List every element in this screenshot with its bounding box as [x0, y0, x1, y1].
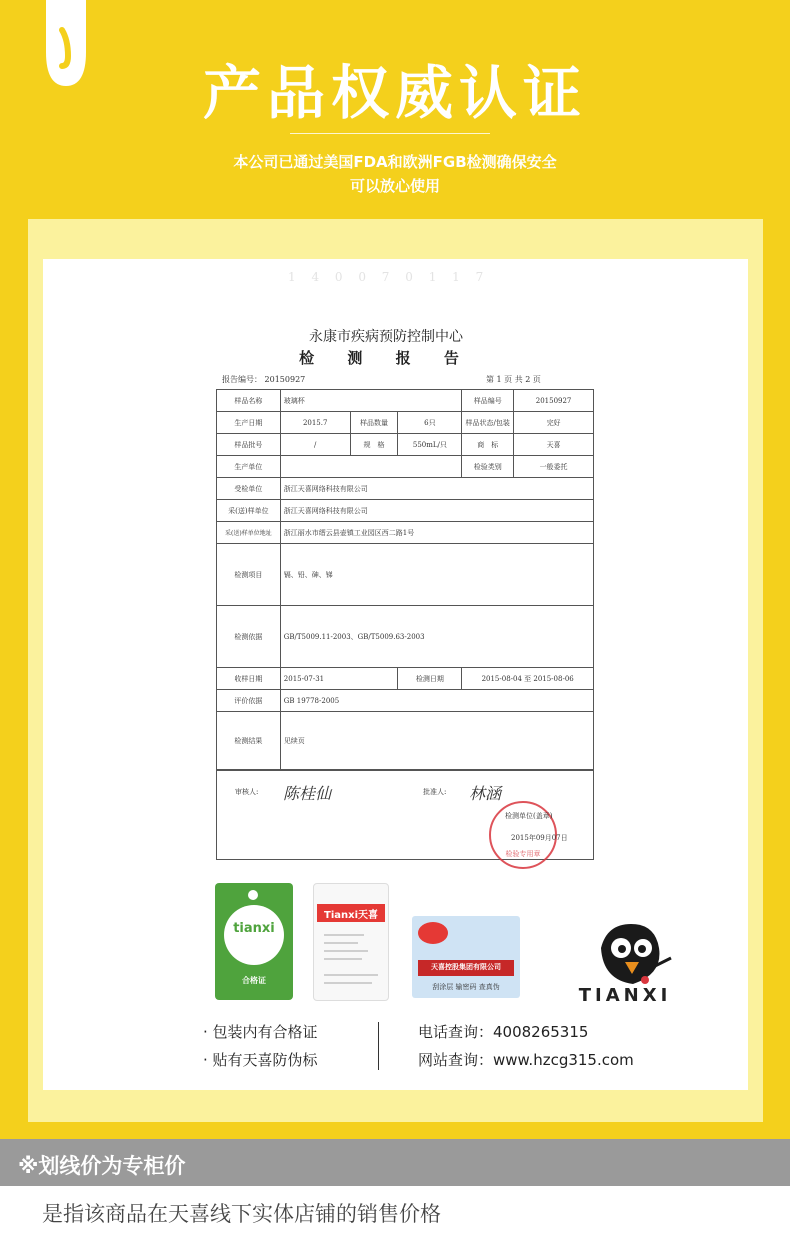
cell-label: 生产日期	[217, 412, 281, 434]
table-row	[217, 690, 594, 712]
cell-label: 样品名称	[217, 390, 281, 412]
info-divider	[378, 1022, 379, 1070]
card-text-line	[324, 950, 368, 952]
report-faint-header: 1 4 0 0 7 0 1 1 7	[288, 270, 490, 284]
report-table	[216, 389, 594, 770]
cell-label: 收样日期	[217, 668, 281, 690]
cell-label: 商 标	[462, 434, 514, 456]
cell-value: 6只	[398, 412, 462, 434]
card-text-line	[324, 982, 372, 984]
info-website: 网站查询：www.hzcg315.com	[418, 1051, 634, 1069]
price-notice-title: ※划线价为专柜价	[18, 1154, 186, 1178]
cell-label: 检测结果	[217, 712, 281, 770]
bird-mascot-icon	[587, 918, 673, 990]
stamp-text: 检验专用章	[505, 850, 541, 858]
cell-value: 天喜	[514, 434, 594, 456]
title-divider	[290, 133, 490, 134]
cell-label: 评价依据	[217, 690, 281, 712]
card-text-line	[324, 958, 362, 960]
cell-value: /	[280, 434, 350, 456]
cell-value: 浙江天喜网络科技有限公司	[280, 500, 593, 522]
cell-label: 生产单位	[217, 456, 281, 478]
table-row	[217, 434, 594, 456]
subtitle-line-2: 可以放心使用	[349, 177, 440, 195]
mascot-brand-word: TIANXI	[578, 985, 672, 1006]
cell-value: 完好	[514, 412, 594, 434]
report-organization: 永康市疾病预防控制中心	[309, 329, 463, 345]
cell-label: 规 格	[350, 434, 398, 456]
cell-value: 浙江天喜网络科技有限公司	[280, 478, 593, 500]
cell-value: 玻璃杯	[280, 390, 462, 412]
table-row	[217, 522, 594, 544]
cell-label: 检测依据	[217, 606, 281, 668]
approver-label: 批准人:	[423, 788, 447, 796]
cell-value: 20150927	[514, 390, 594, 412]
cell-value: 2015-07-31	[280, 668, 398, 690]
cell-label: 样品批号	[217, 434, 281, 456]
approver-signature: 林涵	[469, 784, 502, 803]
card-text-line	[324, 934, 364, 936]
report-page-info: 第 1 页 共 2 页	[486, 375, 541, 384]
cell-value: 550mL/只	[398, 434, 462, 456]
cell-value: 见续页	[280, 712, 593, 770]
table-row	[217, 712, 594, 770]
seal-logo	[418, 922, 448, 944]
info-phone: 电话查询：4008265315	[418, 1023, 589, 1041]
qualification-tag	[215, 883, 293, 1000]
info-certificate: · 包装内有合格证	[203, 1023, 318, 1041]
cell-label: 采(送)样单位地址	[217, 522, 281, 544]
seal-band-text: 天喜控股集团有限公司	[431, 963, 501, 971]
test-report-document	[200, 270, 610, 870]
table-row	[217, 478, 594, 500]
report-title: 检 测 报 告	[299, 349, 473, 367]
auditor-label: 审核人:	[235, 788, 259, 796]
info-anti-fake: · 贴有天喜防伪标	[203, 1051, 318, 1069]
report-number: 报告编号： 20150927	[222, 375, 306, 384]
cell-value: 镉、铅、砷、锑	[280, 544, 593, 606]
cell-label: 样品数量	[350, 412, 398, 434]
product-card	[313, 883, 389, 1001]
card-brand: Tianxi天喜	[324, 910, 378, 921]
cell-value	[280, 456, 462, 478]
table-row	[217, 412, 594, 434]
seal-instructions: 刮涂层 输密码 查真伪	[432, 983, 500, 991]
tag-brand: tianxi	[233, 921, 275, 936]
cell-label: 检测日期	[398, 668, 462, 690]
page-title: 产品权威认证	[202, 59, 587, 127]
anti-counterfeit-label	[412, 916, 520, 998]
tag-hole	[248, 890, 258, 900]
cell-label: 采(送)样单位	[217, 500, 281, 522]
cell-value: 浙江丽水市缙云县壶镇工业园区西二路1号	[280, 522, 593, 544]
cell-label: 检验类别	[462, 456, 514, 478]
test-unit-label: 检测单位(盖章)	[505, 812, 553, 820]
cell-label: 样品编号	[462, 390, 514, 412]
cell-value: 一般委托	[514, 456, 594, 478]
card-text-line	[324, 942, 358, 944]
card-text-line	[324, 974, 378, 976]
cell-label: 样品状态/包装	[462, 412, 514, 434]
tag-label: 合格证	[242, 976, 266, 985]
table-row	[217, 500, 594, 522]
report-date: 2015年09月07日	[511, 834, 568, 842]
table-row	[217, 544, 594, 606]
price-notice-text: 是指该商品在天喜线下实体店铺的销售价格	[42, 1202, 441, 1226]
signature-block	[216, 770, 594, 860]
table-row	[217, 456, 594, 478]
cell-value: 2015-08-04 至 2015-08-06	[462, 668, 594, 690]
cell-value: GB/T5009.11-2003、GB/T5009.63-2003	[280, 606, 593, 668]
cell-value: GB 19778-2005	[280, 690, 593, 712]
table-row	[217, 668, 594, 690]
subtitle-line-1: 本公司已通过美国FDA和欧洲FGB检测确保安全	[233, 153, 557, 171]
table-row	[217, 390, 594, 412]
cell-label: 受检单位	[217, 478, 281, 500]
cell-label: 检测项目	[217, 544, 281, 606]
auditor-signature: 陈桂仙	[283, 784, 332, 803]
cell-value: 2015.7	[280, 412, 350, 434]
table-row	[217, 606, 594, 668]
